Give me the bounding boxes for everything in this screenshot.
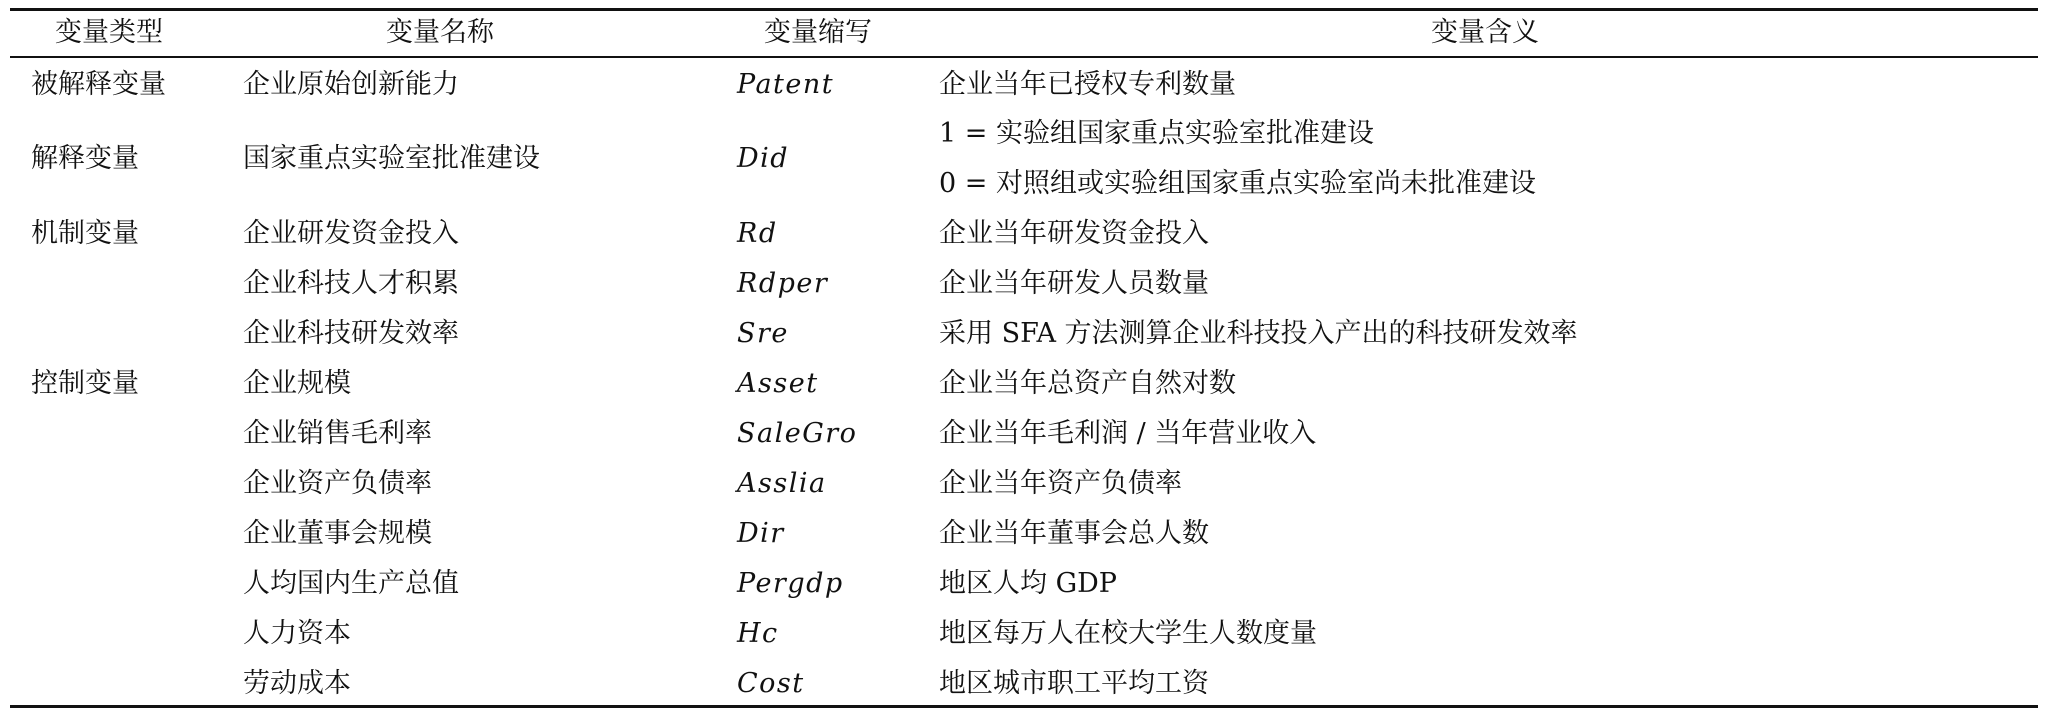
row-variable-name: 劳动成本 [243, 668, 351, 699]
row-variable-name: 企业科技研发效率 [243, 318, 459, 349]
row-variable-meaning: 地区每万人在校大学生人数度量 [939, 618, 1317, 649]
row-variable-meaning-line2: 0 = 对照组或实验组国家重点实验室尚未批准建设 [939, 168, 1536, 199]
table-bottom-rule [10, 705, 2038, 708]
row-variable-name: 企业原始创新能力 [243, 69, 459, 100]
row-variable-abbr: Asset [737, 368, 819, 399]
row-variable-meaning: 企业当年董事会总人数 [939, 518, 1209, 549]
row-variable-name: 人均国内生产总值 [243, 568, 459, 599]
row-variable-abbr: SaleGro [737, 418, 858, 449]
row-variable-abbr: Pergdp [737, 568, 844, 599]
row-variable-type: 机制变量 [31, 218, 139, 249]
row-variable-name: 人力资本 [243, 618, 351, 649]
row-variable-name: 企业研发资金投入 [243, 218, 459, 249]
header-variable-meaning: 变量含义 [1431, 17, 1539, 48]
row-variable-name: 国家重点实验室批准建设 [243, 143, 540, 174]
row-variable-abbr: Asslia [737, 468, 827, 499]
row-variable-type: 控制变量 [31, 368, 139, 399]
row-variable-meaning: 企业当年毛利润 / 当年营业收入 [939, 418, 1317, 449]
row-variable-name: 企业规模 [243, 368, 351, 399]
row-variable-meaning: 企业当年资产负债率 [939, 468, 1182, 499]
row-variable-abbr: Patent [737, 69, 835, 100]
row-variable-abbr: Rdper [737, 268, 829, 299]
row-variable-meaning: 企业当年研发资金投入 [939, 218, 1209, 249]
row-variable-abbr: Did [737, 143, 790, 174]
row-variable-meaning: 1 = 实验组国家重点实验室批准建设 [939, 118, 1374, 149]
row-variable-meaning: 地区城市职工平均工资 [939, 668, 1209, 699]
row-variable-abbr: Hc [737, 618, 779, 649]
row-variable-name: 企业资产负债率 [243, 468, 432, 499]
row-variable-type: 被解释变量 [31, 69, 166, 100]
row-variable-name: 企业科技人才积累 [243, 268, 459, 299]
row-variable-abbr: Sre [737, 318, 789, 349]
row-variable-type: 解释变量 [31, 143, 139, 174]
header-variable-type: 变量类型 [55, 17, 163, 48]
row-variable-meaning: 企业当年已授权专利数量 [939, 69, 1236, 100]
row-variable-meaning: 地区人均 GDP [939, 568, 1117, 599]
row-variable-name: 企业销售毛利率 [243, 418, 432, 449]
variable-definition-table [10, 8, 2038, 708]
row-variable-abbr: Dir [737, 518, 785, 549]
row-variable-abbr: Cost [737, 668, 805, 699]
header-variable-name: 变量名称 [386, 17, 494, 48]
row-variable-name: 企业董事会规模 [243, 518, 432, 549]
row-variable-meaning: 采用 SFA 方法测算企业科技投入产出的科技研发效率 [939, 318, 1578, 349]
row-variable-meaning: 企业当年总资产自然对数 [939, 368, 1236, 399]
header-variable-abbr: 变量缩写 [764, 17, 872, 48]
row-variable-meaning: 企业当年研发人员数量 [939, 268, 1209, 299]
table-header-rule [10, 56, 2038, 58]
row-variable-abbr: Rd [737, 218, 778, 249]
